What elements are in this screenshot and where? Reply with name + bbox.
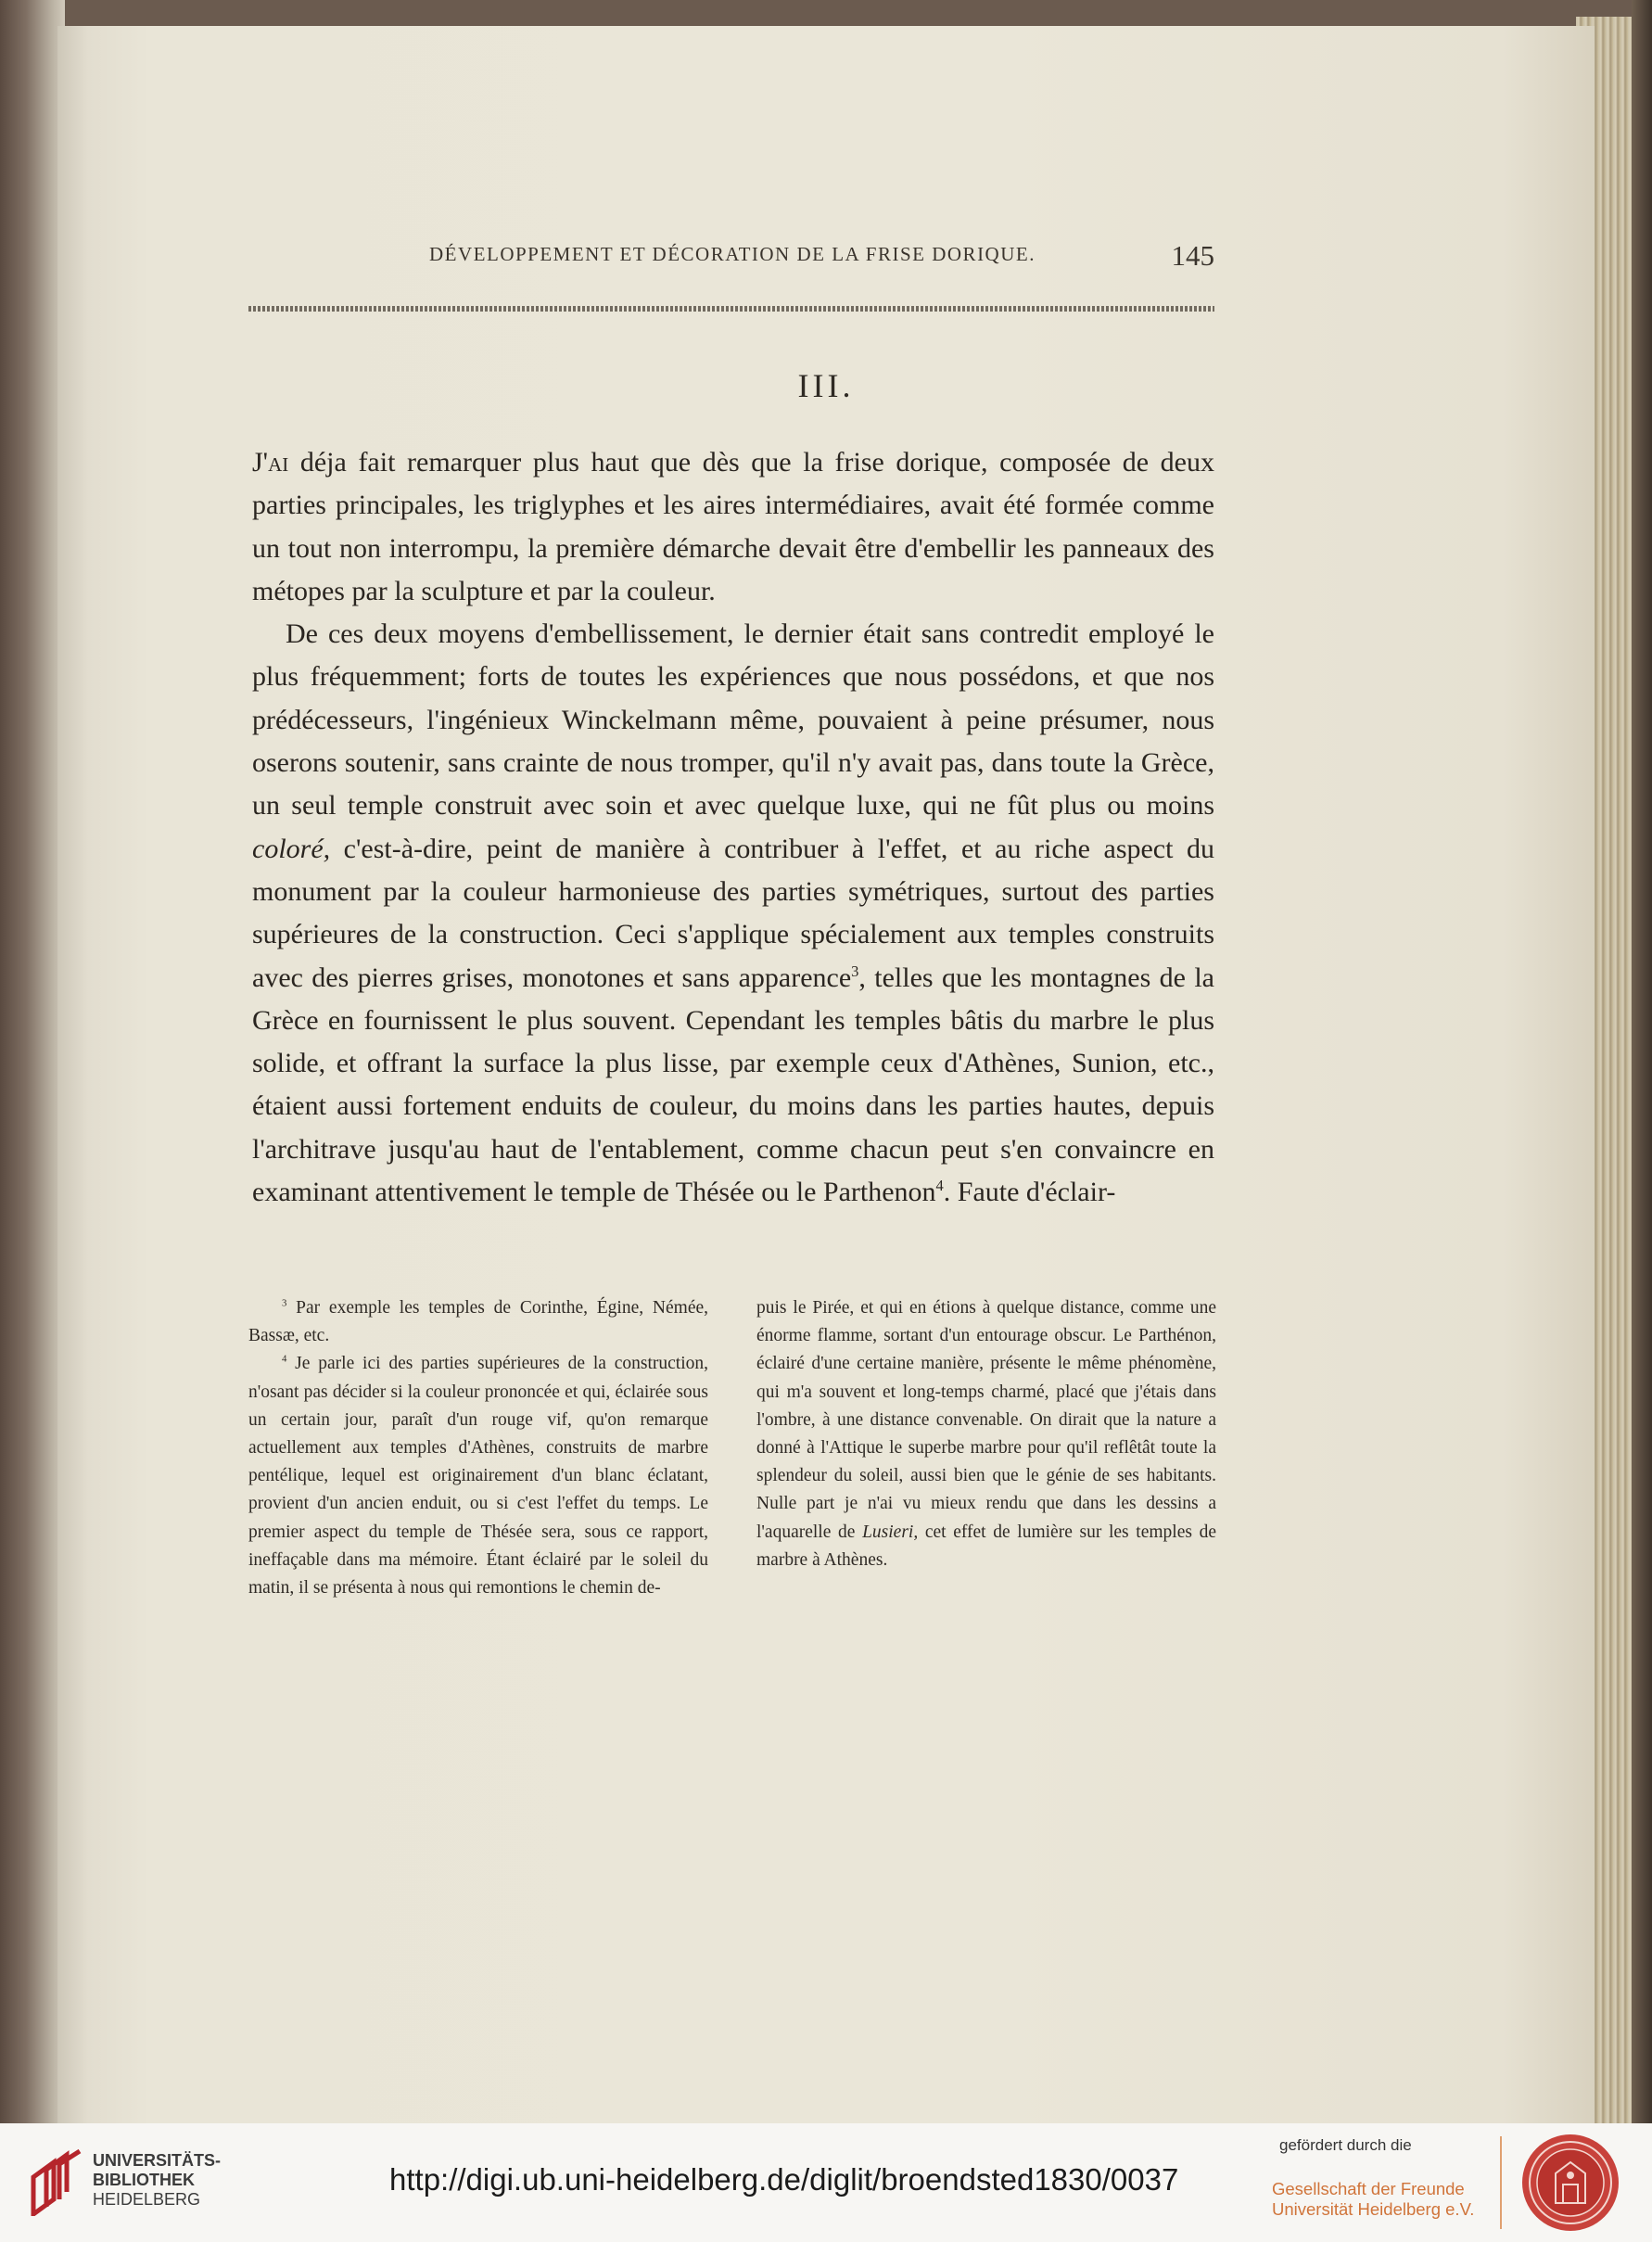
library-name[interactable]: [93, 2151, 221, 2210]
footer-divider: [1500, 2136, 1502, 2229]
footnote-4-mark: 4: [282, 1353, 287, 1365]
paragraph-2: [252, 613, 1214, 1214]
drop-word: J'ai: [252, 447, 289, 478]
paragraph-2-part-c: , telles que les montagnes de la Grèce en fournissent le plus souvent. Cependant les temples bâtis du marbre le plus solide, et offrant la surface la plus lisse, par exemple ceux d'Athènes, Sunion, etc., étaient aussi fortement enduits de couleur, du moins dans les parties hautes, depuis l'architrave jusqu'au haut de l'entablement, comme chacun peut s'en convaincre en examinant attentivement le temple de Thésée ou le Parthenon: [252, 962, 1214, 1208]
footnote-4-cont-b: cet effet de lumière sur les temples de marbre à Athènes.: [756, 1522, 1216, 1570]
footnote-3-mark: 3: [282, 1297, 287, 1309]
footnote-4-italic: Lusieri,: [862, 1522, 919, 1542]
society-name-line-1: Gesellschaft der Freunde: [1272, 2179, 1465, 2198]
university-seal-icon[interactable]: [1520, 2133, 1620, 2233]
footer-bar: [0, 2123, 1652, 2242]
library-name-line-1: UNIVERSITÄTS-: [93, 2151, 222, 2170]
footnote-3: [248, 1294, 708, 1350]
library-name-line-2: BIBLIOTHEK: [93, 2171, 195, 2189]
section-number: III.: [797, 367, 855, 404]
footnote-3-text: Par exemple les temples de Corinthe, Égine, Némée, Bassæ, etc.: [248, 1298, 708, 1346]
footnote-column-left: [248, 1294, 708, 1602]
paragraph-1-body: déja fait remarquer plus haut que dès que la frise dorique, composée de deux parties principales, les triglyphes et les aires intermédiaires, avait été formée comme un tout non interrompu, la première démarche devait être d'embellir les panneaux des métopes par la sculpture et par la couleur.: [252, 447, 1214, 606]
running-title: DÉVELOPPEMENT ET DÉCORATION DE LA FRISE DORIQUE.: [429, 243, 1036, 265]
paragraph-2-italic: coloré,: [252, 833, 331, 864]
decorative-rule: [248, 306, 1214, 312]
society-name[interactable]: [1272, 2179, 1474, 2220]
supported-by-label: gefördert durch die: [1279, 2136, 1412, 2154]
book-spine: [0, 0, 65, 2123]
main-text: [252, 441, 1214, 1214]
footnote-4-cont-a: puis le Pirée, et qui en étions à quelque distance, comme une énorme flamme, sortant d'un entourage obscur. Le Parthénon, éclairé d'une certaine manière, présente le même phénomène, qui m'a souvent et long-temps charmé, placé que j'étais dans l'ombre, à une distance convenable. On dirait que la nature a donné à l'Attique le superbe marbre pour qu'il reflêtât toute la splendeur du soleil, aussi bien que le génie de ses habitants. Nulle part je n'ai vu mieux rendu que dans les dessins a l'aquarelle de: [756, 1298, 1216, 1542]
paragraph-1: [252, 441, 1214, 613]
footnotes: [248, 1294, 1216, 1602]
footnote-ref-3: 3: [851, 962, 859, 980]
paragraph-2-part-d: . Faute d'éclair-: [943, 1177, 1116, 1208]
paragraph-2-part-b: c'est-à-dire, peint de manière à contribuer à l'effet, et au riche aspect du monument par la couleur harmonieuse des parties symétriques, surtout des parties supérieures de la construction. Ceci s'applique spécialement aux temples construits avec des pierres grises, monotones et sans apparence: [252, 833, 1214, 993]
book-edge-shadow: [1632, 0, 1652, 2123]
footnote-column-right: [756, 1294, 1216, 1602]
library-logo-icon[interactable]: [26, 2149, 83, 2216]
footnote-ref-4: 4: [935, 1177, 944, 1195]
page-number: 145: [1171, 239, 1214, 272]
footnote-4-continued: [756, 1294, 1216, 1574]
footnote-4: [248, 1350, 708, 1602]
footnote-4-text: Je parle ici des parties supérieures de la construction, n'osant pas décider si la couleur prononcée et qui, éclairée sous un certain jour, paraît d'un rouge vif, qu'on remarque actuellement aux temples d'Athènes, construits de marbre pentélique, lequel est originairement d'un blanc éclatant, provient d'un ancien enduit, ou si c'est l'effet du temps. Le premier aspect du temple de Thésée sera, sous ce rapport, ineffaçable dans ma mémoire. Étant éclairé par le soleil du matin, il se présenta à nous qui remontions le chemin de-: [248, 1354, 708, 1599]
running-head: [250, 239, 1214, 289]
permalink-link[interactable]: http://digi.ub.uni-heidelberg.de/diglit/broendsted1830/0037: [389, 2162, 1179, 2197]
library-name-line-3: HEIDELBERG: [93, 2190, 201, 2209]
paragraph-2-part-a: De ces deux moyens d'embellissement, le dernier était sans contredit employé le plus fréquemment; forts de toutes les expériences que nous possédons, et que nos prédécesseurs, l'ingénieux Winckelmann même, pouvaient à peine présumer, nous oserons soutenir, sans crainte de nous tromper, qu'il n'y avait pas, dans toute la Grèce, un seul temple construit avec soin et avec quelque luxe, qui ne fût plus ou moins: [252, 618, 1214, 822]
society-name-line-2: Universität Heidelberg e.V.: [1272, 2199, 1475, 2219]
